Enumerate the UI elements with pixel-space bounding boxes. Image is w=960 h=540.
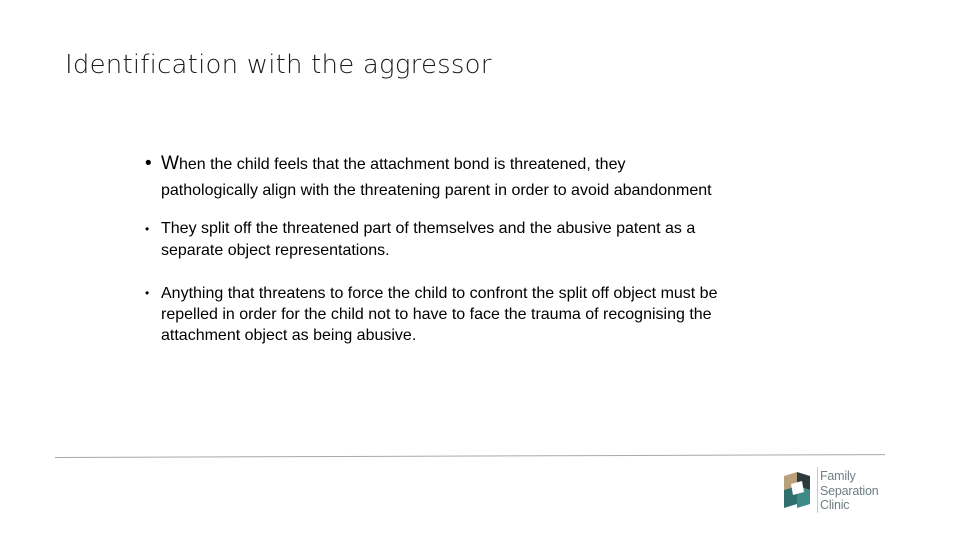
bullet-line: separate object representations. xyxy=(161,242,390,259)
bullet-marker: • xyxy=(145,286,150,300)
bullet-marker: • xyxy=(145,153,152,174)
bullet-line: They split off the threatened part of themselves and the abusive patent as a xyxy=(161,220,696,237)
bullet-text xyxy=(145,218,815,262)
drop-letter: W xyxy=(161,153,179,174)
clinic-logo xyxy=(782,467,892,513)
bullet-item-3 xyxy=(145,283,815,346)
logo-separator xyxy=(817,467,818,513)
bullet-line: repelled in order for the child not to have to face the trauma of recognising the xyxy=(161,306,712,323)
bullet-line: Anything that threatens to force the child to confront the split off object must be xyxy=(161,285,718,302)
slide-title: Identification with the aggressor xyxy=(65,50,492,80)
logo-text-line: Separation xyxy=(820,483,879,498)
clinic-logo-mark-icon xyxy=(782,472,812,508)
bullet-item-2 xyxy=(145,218,815,262)
logo-text-line: Clinic xyxy=(820,498,850,512)
bullet-marker: • xyxy=(145,222,150,236)
bullet-text xyxy=(145,283,815,346)
bullet-text xyxy=(145,151,815,204)
footer-divider xyxy=(55,454,885,458)
bullet-line: attachment object as being abusive. xyxy=(161,327,417,344)
clinic-logo-text xyxy=(820,469,878,513)
bullet-line xyxy=(161,153,626,174)
bullet-line-rest: hen the child feels that the attachment bond is threatened, they xyxy=(178,156,626,173)
bullet-item-1 xyxy=(145,151,815,204)
bullet-line: pathologically align with the threatening parent in order to avoid abandonment xyxy=(161,182,712,199)
logo-text-line: Family xyxy=(820,469,856,483)
